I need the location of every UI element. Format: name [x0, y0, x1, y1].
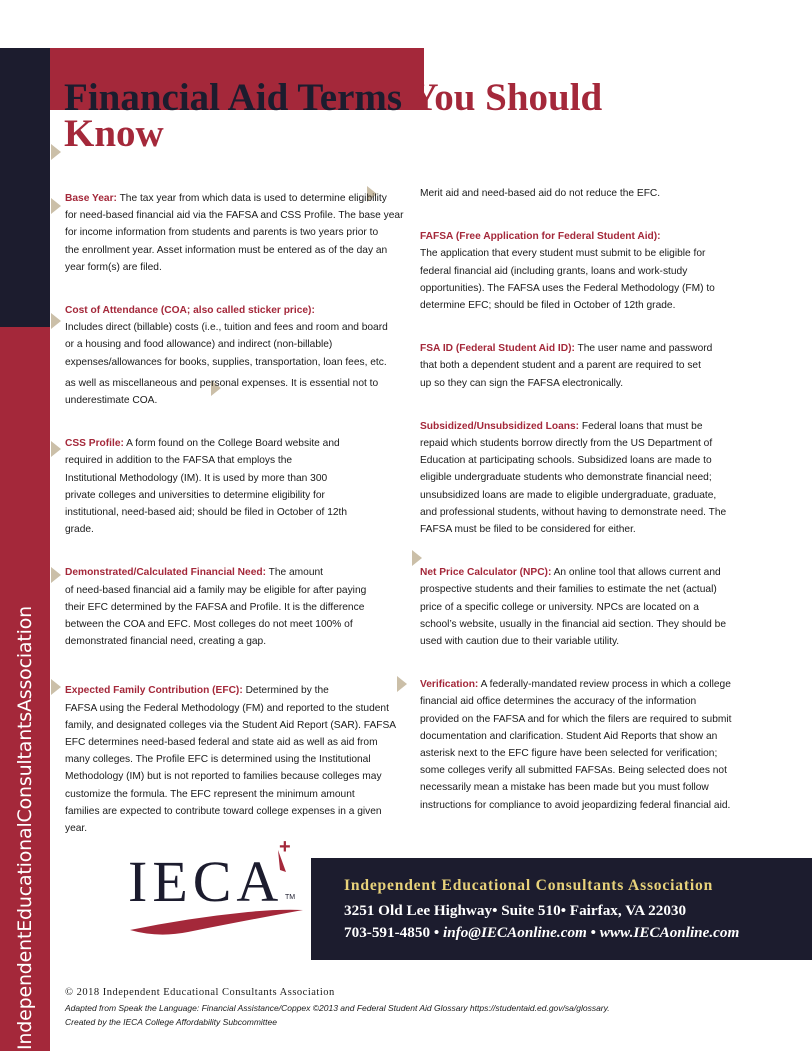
entry-term: Demonstrated/Calculated Financial Need:: [65, 567, 266, 579]
chevron-icon: [51, 144, 61, 160]
logo-plus-icon: +: [279, 836, 291, 858]
entry-line: used with caution due to their variable utility.: [420, 636, 620, 648]
entry-term: CSS Profile:: [65, 438, 124, 450]
entry-line: that both a dependent student and a parent are required to set: [420, 360, 701, 372]
entry-line: and professional students, without having to demonstrate need. The: [420, 506, 727, 518]
entry-line: as well as miscellaneous and personal expenses. It is essential not to: [65, 377, 379, 389]
entry-coa: [65, 302, 415, 409]
entry-line: documentation and clarification. Student Aid Reports that show an: [420, 730, 718, 742]
entry-line: many colleges. The Profile EFC is determined using the Institutional: [65, 754, 371, 766]
entry-line: opportunities). The FAFSA uses the Federal Methodology (FM) to: [420, 282, 715, 294]
entry-line: Federal loans that must be: [579, 420, 703, 432]
entry-financial-need: [65, 564, 415, 650]
title-dark-part: Financial Aid Terms: [64, 76, 411, 119]
entry-term: FSA ID (Federal Student Aid ID):: [420, 343, 575, 355]
entry-line: instructions for compliance to avoid jeopardizing federal financial aid.: [420, 799, 731, 811]
footer-address: 3251 Old Lee Highway• Suite 510• Fairfax, VA 22030: [344, 902, 687, 919]
entry-line: Determined by the: [242, 685, 329, 697]
entry-line: A form found on the College Board website and: [123, 438, 340, 450]
entry-line: The tax year from which data is used to determine eligibility: [116, 193, 387, 204]
entry-line: grade.: [65, 524, 94, 536]
entry-term: Base Year:: [65, 193, 117, 204]
entry-line: customize the formula. The EFC represent the minimum amount: [65, 788, 355, 800]
entry-line: institutional, need-based aid; should be filed in October of 12th: [65, 507, 348, 519]
footer-org-name: Independent Educational Consultants Association: [344, 877, 714, 894]
footer-email[interactable]: info@IECAonline.com: [442, 924, 587, 941]
chevron-icon: [51, 313, 61, 329]
entry-fafsa: [420, 228, 780, 314]
entry-efc: [65, 682, 415, 837]
entry-line: provided on the FAFSA and for which the filers are required to submit: [420, 713, 732, 725]
footer-separator: •: [430, 924, 443, 941]
entry-line: The application that every student must submit to be eligible for: [420, 248, 706, 260]
sidebar-vertical-text: IndependentEducationalConsultantsAssociation: [14, 606, 36, 1050]
entry-line: or a housing and food allowance) and indirect (non-billable): [65, 339, 333, 351]
entry-line: between the COA and EFC. Most colleges do not meet 100% of: [65, 619, 353, 631]
entry-line: for income information from students and parents is two years prior to: [65, 227, 379, 239]
entry-line: The amount: [265, 567, 323, 579]
footer-separator: •: [586, 924, 600, 941]
entry-term: Subsidized/Unsubsidized Loans:: [420, 420, 580, 432]
entry-line: required in addition to the FAFSA that employs the: [65, 455, 293, 467]
entry-line: FAFSA using the Federal Methodology (FM) and reported to the student: [65, 702, 389, 714]
contact-banner: [311, 858, 812, 960]
entry-verification: [420, 676, 780, 814]
copyright-notice: © 2018 Independent Educational Consultants Association: [65, 987, 335, 998]
right-column: [420, 185, 780, 814]
entry-line: year form(s) are filed.: [65, 261, 162, 273]
entry-line: Institutional Methodology (IM). It is used by more than 300: [65, 472, 328, 484]
footer-phone: 703-591-4850: [344, 924, 431, 941]
title-red-part: You Should Know: [64, 76, 603, 155]
entry-line: Education at participating schools. Subsidized loans are made to: [420, 455, 712, 467]
entry-line: year.: [65, 823, 88, 835]
entry-line: financial aid office determines the accuracy of the information: [420, 696, 697, 708]
entry-line: determine EFC; should be filed in October of 12th grade.: [420, 300, 676, 312]
entry-term: Expected Family Contribution (EFC):: [65, 685, 243, 697]
ieca-logo: [128, 836, 308, 942]
entry-line: Merit aid and need-based aid do not reduce the EFC.: [420, 188, 661, 199]
entry-line: Methodology (IM) but is not reported to families because colleges may: [65, 771, 382, 783]
entry-line: EFC determines need-based federal and state aid as well as aid from: [65, 737, 378, 749]
entry-line: some colleges verify all submitted FAFSAs. Being selected does not: [420, 765, 727, 777]
entry-base-year: [65, 190, 415, 276]
entry-line: Includes direct (billable) costs (i.e., tuition and fees and room and board: [65, 322, 388, 334]
entry-line: An online tool that allows current and: [551, 567, 721, 579]
entry-css-profile: [65, 435, 415, 538]
entry-line: family, and designated colleges via the Student Aid Report (SAR). FAFSA: [65, 719, 397, 731]
footer-contact-line: [344, 924, 739, 942]
chevron-icon: [51, 441, 61, 457]
sidebar-top-band: [0, 48, 50, 327]
entry-line: their EFC determined by the FAFSA and Profile. It is the difference: [65, 601, 365, 613]
entry-npc: [420, 564, 780, 650]
footer-website[interactable]: www.IECAonline.com: [599, 924, 740, 941]
entry-term: Cost of Attendance (COA; also called sticker price):: [65, 305, 315, 317]
entry-line: the enrollment year. Asset information must be entered as of the day an: [65, 244, 388, 256]
entry-line: A federally-mandated review process in which a college: [478, 679, 731, 691]
entry-line: of need-based financial aid a family may be eligible for after paying: [65, 584, 367, 596]
entry-term: Verification:: [420, 679, 479, 691]
entry-line: families are expected to contribute toward college expenses in a given: [65, 805, 382, 817]
entry-line: federal financial aid (including grants, loans and work-study: [420, 265, 688, 277]
page-title: [64, 76, 704, 155]
entry-line: expenses/allowances for books, supplies, transportation, loan fees, etc.: [65, 356, 387, 368]
entry-loans: [420, 418, 780, 538]
entry-line: school’s website, usually in the financial aid section. They should be: [420, 618, 726, 630]
entry-line: prospective students and their families to estimate the net (actual): [420, 584, 717, 596]
entry-line: demonstrated financial need, creating a gap.: [65, 636, 267, 648]
entry-line: price of a specific college or university. NPCs are located on a: [420, 601, 699, 613]
entry-merit-note: [420, 185, 780, 202]
left-column: [65, 190, 415, 837]
entry-line: private colleges and universities to determine eligibility for: [65, 489, 325, 501]
entry-term: Net Price Calculator (NPC):: [420, 567, 552, 579]
entry-line: underestimate COA.: [65, 395, 158, 407]
chevron-icon: [51, 198, 61, 214]
entry-term: FAFSA (Free Application for Federal Student Aid):: [420, 231, 661, 243]
entry-line: unsubsidized loans are made to eligible undergraduate, graduate,: [420, 489, 717, 501]
credit-line: Created by the IECA College Affordability Subcommittee: [65, 1017, 277, 1027]
entry-line: asterisk next to the EFC figure have been selected for verification;: [420, 748, 718, 760]
entry-line: eligible undergraduate students who demonstrate financial need;: [420, 472, 712, 484]
entry-line: for need-based financial aid via the FAFSA and CSS Profile. The base year: [65, 210, 404, 222]
entry-fsa-id: [420, 340, 780, 392]
chevron-icon: [51, 567, 61, 583]
source-citation: Adapted from Speak the Language: Financial Assistance/Coppex ©2013 and Federal Student Aid Glossary https://studentaid.ed.gov/sa/glossary.: [65, 1003, 610, 1013]
logo-trademark: TM: [285, 894, 296, 901]
entry-line: repaid which students borrow directly from the US Department of: [420, 438, 713, 450]
entry-line: FAFSA must be filed to be considered for either.: [420, 524, 636, 536]
entry-line: up so they can sign the FAFSA electronically.: [420, 377, 624, 389]
chevron-icon: [51, 679, 61, 695]
entry-line: The user name and password: [574, 343, 713, 355]
logo-wordmark: IECA: [128, 849, 284, 914]
entry-line: necessarily mean a mistake has been made but you must follow: [420, 782, 709, 794]
